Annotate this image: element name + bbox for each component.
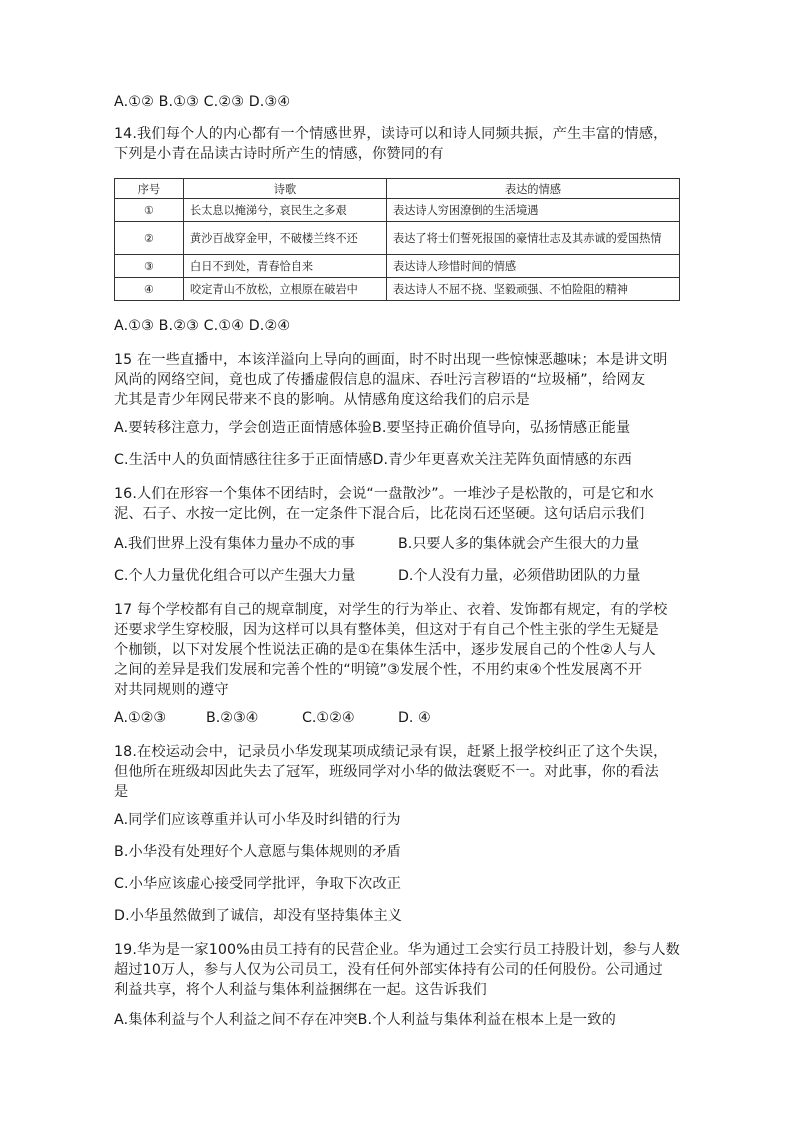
q15-stem-line-1: 15 在一些直播中，本该洋溢向上导向的画面，时不时出现一些惊悚恶趣味；本是讲文明 — [114, 352, 668, 368]
q16-stem-line-1: 16.人们在形容一个集体不团结时，会说“一盘散沙”。一堆沙子是松散的，可是它和水 — [114, 486, 654, 502]
q17-stem-line-5: 对共同规则的遵守 — [114, 682, 229, 698]
table-row — [115, 255, 680, 278]
q18-stem-line-2: 但他所在班级却因此失去了冠军，班级同学对小华的做法褒贬不一。对此事，你的看法 — [114, 764, 659, 780]
q17-option-a: A.①②③ — [114, 710, 167, 726]
row-number: ② — [115, 222, 184, 255]
q15-options-line-2: C.生活中人的负面情感往往多于正面情感D.青少年更喜欢关注芜阵负面情感的东西 — [114, 452, 632, 468]
row-emotion: 表达诗人不屈不挠、坚毅顽强、不怕险阻的精神 — [387, 278, 680, 301]
poem-emotion-table — [114, 178, 680, 301]
header-emotion: 表达的情感 — [387, 179, 680, 199]
q13-options: A.①② B.①③ C.②③ D.③④ — [114, 94, 291, 110]
q17-stem-line-4: 之间的差异是我们发展和完善个性的“明镜”③发展个性，不用约束④个性发展离不开 — [114, 662, 643, 678]
q19-stem-line-3: 利益共享，将个人利益与集体利益捆绑在一起。这告诉我们 — [114, 982, 487, 998]
header-number: 序号 — [115, 179, 184, 199]
row-poem: 白日不到处，青春恰自来 — [184, 255, 387, 278]
table-row — [115, 199, 680, 222]
table-row — [115, 222, 680, 255]
q14-stem-line-2: 下列是小青在品读古诗时所产生的情感，你赞同的有 — [114, 146, 444, 162]
row-poem: 黄沙百战穿金甲，不破楼兰终不还 — [184, 222, 387, 255]
q17-option-c: C.①②④ — [302, 710, 355, 726]
q17-stem-line-3: 个枷锁，以下对发展个性说法正确的是①在集体生活中，逐步发展自己的个性②人与人 — [114, 642, 656, 658]
q18-stem-line-3: 是 — [114, 784, 129, 800]
q14-stem-line-1: 14.我们每个人的内心都有一个情感世界，读诗可以和诗人同频共振，产生丰富的情感， — [114, 126, 668, 142]
q19-stem-line-2: 超过10万人，参与人仅为公司员工，没有任何外部实体持有公司的任何股份。公司通过 — [114, 962, 663, 978]
q16-option-a: A.我们世界上没有集体力量办不成的事 — [114, 536, 355, 552]
q18-option-c: C.小华应该虚心接受同学批评，争取下次改正 — [114, 876, 402, 892]
q15-stem-line-2: 风尚的网络空间，竟也成了传播虚假信息的温床、吞吐污言秽语的“垃圾桶”，给网友 — [114, 372, 646, 388]
row-number: ④ — [115, 278, 184, 301]
row-poem: 咬定青山不放松，立根原在破岩中 — [184, 278, 387, 301]
header-poem: 诗歌 — [184, 179, 387, 199]
table-row — [115, 278, 680, 301]
q16-option-d: D.个人没有力量，必须借助团队的力量 — [398, 568, 641, 584]
table-header-row — [115, 179, 680, 199]
q17-stem-line-2: 还要求学生穿校服，因为这样可以具有整体美，但这对于有自己个性主张的学生无疑是 — [114, 622, 659, 638]
q18-option-a: A.同学们应该尊重并认可小华及时纠错的行为 — [114, 812, 401, 828]
q19-stem-line-1: 19.华为是一家100%由员工持有的民营企业。华为通过工会实行员工持股计划，参与人数 — [114, 942, 680, 958]
row-emotion: 表达诗人珍惜时间的情感 — [387, 255, 680, 278]
row-number: ③ — [115, 255, 184, 278]
q15-stem-line-3: 尤其是青少年网民带来不良的影响。从情感角度这给我们的启示是 — [114, 392, 530, 408]
q17-option-b: B.②③④ — [206, 710, 259, 726]
q16-option-c: C.个人力量优化组合可以产生强大力量 — [114, 568, 356, 584]
q16-option-b: B.只要人多的集体就会产生很大的力量 — [398, 536, 640, 552]
q15-options-line-1: A.要转移注意力，学会创造正面情感体验B.要坚持正确价值导向，弘扬情感正能量 — [114, 420, 631, 436]
row-number: ① — [115, 199, 184, 222]
row-poem: 长太息以掩涕兮，哀民生之多艰 — [184, 199, 387, 222]
q18-option-b: B.小华没有处理好个人意愿与集体规则的矛盾 — [114, 844, 401, 860]
q19-options: A.集体利益与个人利益之间不存在冲突B.个人利益与集体利益在根本上是一致的 — [114, 1012, 616, 1028]
q18-option-d: D.小华虽然做到了诚信，却没有坚持集体主义 — [114, 908, 403, 924]
q17-option-d: D. ④ — [398, 710, 431, 726]
row-emotion: 表达诗人穷困潦倒的生活境遇 — [387, 199, 680, 222]
q17-stem-line-1: 17 每个学校都有自己的规章制度，对学生的行为举止、衣着、发饰都有规定，有的学校 — [114, 602, 668, 618]
q16-stem-line-2: 泥、石子、水按一定比例，在一定条件下混合后，比花岗石还坚硬。这句话启示我们 — [114, 506, 645, 522]
q18-stem-line-1: 18.在校运动会中，记录员小华发现某项成绩记录有误，赶紧上报学校纠正了这个失误， — [114, 744, 668, 760]
row-emotion: 表达了将士们誓死报国的豪情壮志及其赤诚的爱国热情 — [387, 222, 680, 255]
q14-options: A.①③ B.②③ C.①④ D.②④ — [114, 318, 291, 334]
